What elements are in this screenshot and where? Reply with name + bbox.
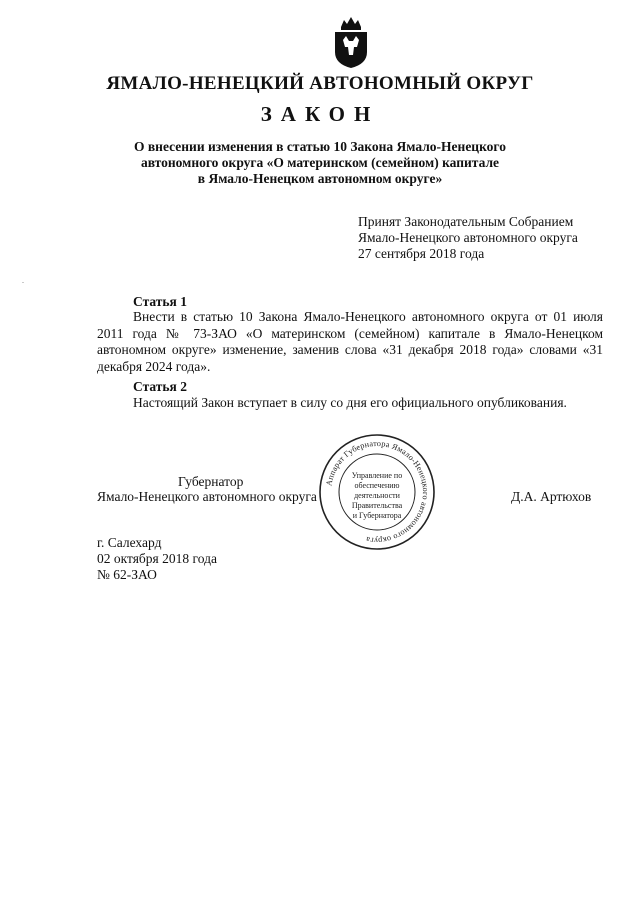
document-footer <box>97 535 217 583</box>
coat-of-arms-emblem <box>330 14 372 70</box>
adoption-note <box>358 214 578 262</box>
seal-center-line: Управление по <box>351 471 403 480</box>
adoption-note-line: Ямало-Ненецкого автономного округа <box>358 230 578 245</box>
article-2-title: Статья 2 <box>133 379 187 394</box>
seal-center-line: обеспечению <box>354 481 400 490</box>
seal-center-line: деятельности <box>354 491 400 500</box>
official-seal <box>318 433 436 551</box>
law-subject-line: О внесении изменения в статью 10 Закона Ямало-Ненецкого <box>134 139 506 154</box>
adoption-note-line: 27 сентября 2018 года <box>358 246 485 261</box>
document-type-title: ЗАКОН <box>260 102 380 126</box>
signing-date: 02 октября 2018 года <box>97 551 217 566</box>
law-subject-line: в Ямало-Ненецком автономном округе» <box>197 171 443 186</box>
law-subject-line: автономного округа «О материнском (семейном) капитале <box>140 155 500 170</box>
governor-position-line2: Ямало-Ненецкого автономного округа <box>97 489 317 504</box>
seal-center-line: и Губернатора <box>352 511 402 520</box>
article-1-title: Статья 1 <box>133 294 187 309</box>
adoption-note-line: Принят Законодательным Собранием <box>358 214 574 229</box>
city: г. Салехард <box>97 535 162 550</box>
governor-name: Д.А. Артюхов <box>511 489 592 504</box>
margin-mark: . <box>22 276 24 285</box>
governor-position-line1: Губернатор <box>178 474 244 489</box>
seal-ring-text: Аппарат Губернатора Ямало-Ненецкого автономного округа <box>324 438 431 546</box>
article-1-text: Внести в статью 10 Закона Ямало-Ненецкого автономного округа от 01 июля 2011 года № 73-ЗАО «О материнском (семейном) капитале в Ямало-Ненецком автономном округе» изменение, заменив слова «31 декабря 2018 года» словами «31 декабря 2024 года». <box>97 309 603 374</box>
article-2-text: Настоящий Закон вступает в силу со дня его официального опубликования. <box>133 395 567 410</box>
region-title: ЯМАЛО-НЕНЕЦКИЙ АВТОНОМНЫЙ ОКРУГ <box>106 73 534 94</box>
law-subject <box>60 139 580 187</box>
law-number: № 62-ЗАО <box>97 567 157 582</box>
seal-center-line: Правительства <box>351 501 403 510</box>
